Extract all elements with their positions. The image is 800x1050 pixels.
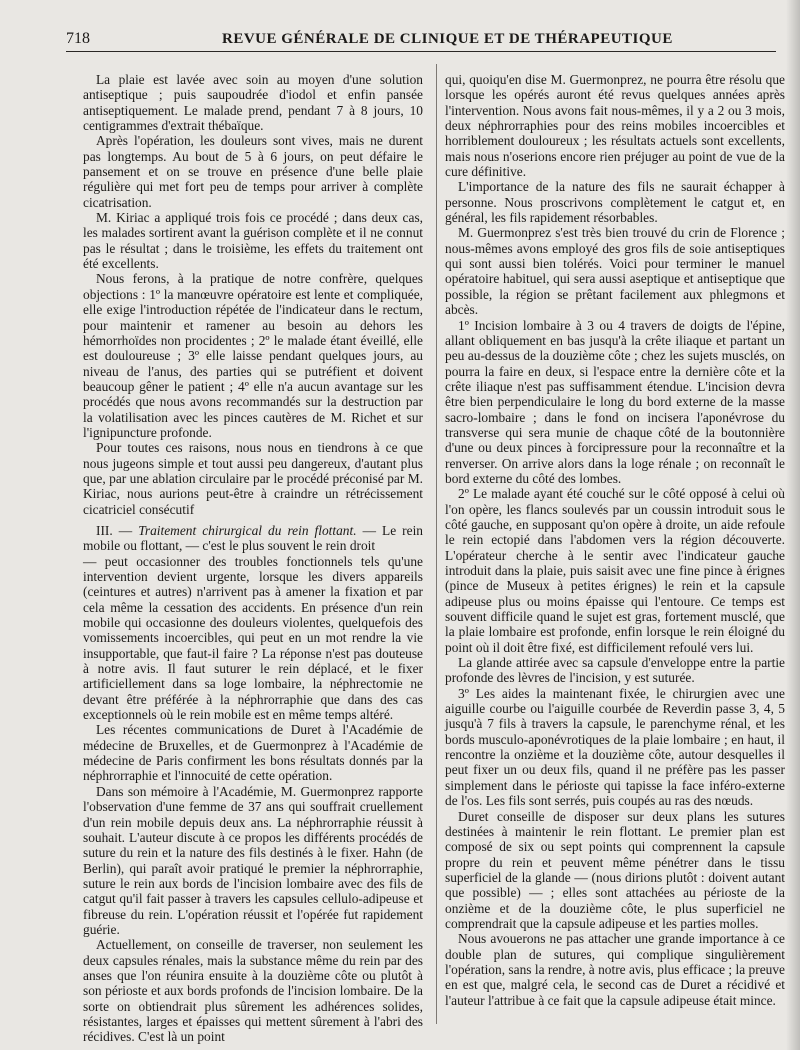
paragraph: M. Kiriac a appliqué trois fois ce procédé ; dans deux cas, les malades sortirent avant la guérison complète et il ne connut pas le résultat ; dans le troisième, les effets du traitement ont été excellents. <box>83 210 423 272</box>
paragraph: 2º Le malade ayant été couché sur le côté opposé à celui où l'on opère, les flancs soulevés par un coussin introduit sous le côté gauche, en supposant qu'on opère à droite, un aide refoule le rein ectopié dans l'abdomen vers la région découverte. L'opérateur cherche à le sentir avec l'indicateur gauche introduit dans la plaie, puis saisit avec une fine pince à érignes (pince de Museux à petites érignes) le rein et la capsule adipeuse plus ou moins épaisse qui l'entoure. Ce temps est souvent difficile quand le sujet est gras, fortement musclé, que la plaie lombaire est profonde, enfin lorsque le rein éloigné du point où il doit être fixé, est difficilement refoulé vers lui. <box>445 486 785 655</box>
section-title: Traitement chirurgical du rein flottant. <box>138 522 357 538</box>
paragraph: Nous avouerons ne pas attacher une grande importance à ce double plan de sutures, qui complique singulièrement l'opération, sans la rendre, à notre avis, plus efficace ; la preuve en est que, malgré cela, le second cas de Duret a récidivé et l'auteur l'attribue à ce fait que la capsule adipeuse était mince. <box>445 931 785 1008</box>
paragraph: Duret conseille de disposer sur deux plans les sutures destinées à maintenir le rein flottant. Le premier plan est composé de six ou sept points qui comprennent la capsule propre du rein et peuvent même pénétrer dans le tissu superficiel de la glande — (nous dirions plutôt : doivent autant que possible) — ; elles sont attachées au périoste de la onzième et de la douzième côte, le plus superficiel ne comprendrait que la capsule adipeuse et les parties molles. <box>445 808 785 931</box>
page-edge-shadow <box>786 0 800 1050</box>
paragraph: Nous ferons, à la pratique de notre confrère, quelques objections : 1º la manœuvre opératoire est lente et compliquée, elle exige l'introduction répétée de l'indicateur dans le rectum, pour maintenir et ramener au besoin au dehors les hémorrhoïdes non procidentes ; 2º le malade étant éveillé, elle est douloureuse ; 3º elle laisse pendant quelques jours, au niveau de l'anus, des parties qui se putréfient et doivent beaucoup gêner le patient ; 4º elle n'a aucun avantage sur les procédés que nous avons recommandés sur la destruction par la volatilisation avec les pinces cautères de M. Richet et sur l'ignipuncture profonde. <box>83 271 423 440</box>
section-lead: — Le rein mobile ou flottant, — c'est le plus souvent le rein droit <box>83 522 423 554</box>
paragraph: — peut occasionner des troubles fonctionnels tels qu'une intervention devient urgente, lorsque les divers appareils (ceintures et autres) n'arrivent pas à amener la fixation et par cela même la cessation des accidents. En présence d'un rein mobile qui occasionne des douleurs violentes, quelquefois des vomissements incoercibles, qui peut en un mot rendre la vie insupportable, que faut-il faire ? La réponse n'est pas douteuse à notre avis. Il faut suturer le rein déplacé, et le fixer artificiellement dans sa loge lombaire, la néphrectomie ne devant être préférée à la néphrorraphie que dans des cas exceptionnels où le rein mobile est en même temps altéré. <box>83 553 423 723</box>
paragraph: 1º Incision lombaire à 3 ou 4 travers de doigts de l'épine, allant obliquement en bas jusqu'à la crête iliaque et partant un peu au-dessus de la douzième côte ; chez les sujets musclés, on pourra la faire en deux, si l'espace entre la dernière côte et la crête iliaque n'est pas suffisamment étendue. L'incision devra être bien perpendiculaire le long du bord externe de la masse sacro-lombaire ; dans le fond on incisera l'aponévrose du transverse qui sera munie de chaque côté de la boutonnière d'une ou deux pinces à forcipressure pour la reconnaître et la renverser. On arrive alors dans la loge rénale ; on reconnaît le bord externe du côté des lombes. <box>445 317 785 486</box>
running-title: REVUE GÉNÉRALE DE CLINIQUE ET DE THÉRAPEUTIQUE <box>222 31 673 47</box>
paragraph: Pour toutes ces raisons, nous nous en tiendrons à ce que nous jugeons simple et tout aussi peu dangereux, d'autant plus que, par une ablation circulaire par le procédé préconisé par M. Kiriac, nous aurions peut-être à craindre un rétrécissement cicatriciel consécutif <box>83 440 423 517</box>
paragraph: Après l'opération, les douleurs sont vives, mais ne durent pas longtemps. Au bout de 5 à 6 jours, on peut défaire le pansement et on se trouve en présence d'une belle plaie régulière qui met fort peu de temps pour arriver à complète cicatrisation. <box>83 133 423 210</box>
paragraph: La plaie est lavée avec soin au moyen d'une solution antiseptique ; puis saupoudrée d'iodol et enfin pansée antiseptiquement. Le malade prend, pendant 7 à 8 jours, 10 centigrammes d'extrait thébaïque. <box>83 72 423 134</box>
right-column <box>445 72 785 1032</box>
section-heading-paragraph <box>83 523 423 554</box>
page-header <box>66 22 776 48</box>
paragraph: L'importance de la nature des fils ne saurait échapper à personne. Nous proscrivons complètement le catgut et, en général, les fils rapidement résorbables. <box>445 179 785 226</box>
paragraph: 3º Les aides la maintenant fixée, le chirurgien avec une aiguille courbe ou l'aiguille courbée de Reverdin passe 3, 4, 5 jusqu'à 7 fils à travers la capsule, le parenchyme rénal, et les bords musculo-aponévrotiques de la plaie lombaire ; en haut, il rencontre la onzième et la douzième côte, autour desquelles il peut fixer un ou deux fils, quand il ne préfère pas les passer simplement dans le périoste qui tapisse la face inféro-externe de l'os. Les fils sont serrés, puis coupés au ras des nœuds. <box>445 685 785 809</box>
left-column <box>83 72 423 1045</box>
paragraph: Actuellement, on conseille de traverser, non seulement les deux capsules rénales, mais la substance même du rein par des anses que l'on réunira ensuite à la douzième côte ou plutôt à son périoste et aux bords profonds de l'incision lombaire. De la sorte on obtiendrait plus sûrement les adhérences solides, résistantes, larges et épaisses qui mettent sûrement à l'abri des récidives. C'est là un point <box>83 937 423 1045</box>
paragraph: La glande attirée avec sa capsule d'enveloppe entre la partie profonde des lèvres de l'incision, y est suturée. <box>445 655 785 686</box>
column-divider <box>436 64 437 1024</box>
paragraph: M. Guermonprez s'est très bien trouvé du crin de Florence ; nous-mêmes avons employé des gros fils de soie antiseptiques qui sont aussi bien tolérés. Voici pour terminer le manuel opératoire habituel, qui sera aussi aseptique et antiseptique que possible, la région se prêtant facilement aux phlegmons et abcès. <box>445 225 785 318</box>
page-number: 718 <box>66 30 90 47</box>
paragraph: Dans son mémoire à l'Académie, M. Guermonprez rapporte l'observation d'une femme de 37 ans qui souffrait cruellement d'un rein mobile depuis deux ans. La néphrorraphie réussit à souhait. L'auteur discute à ce propos les différents procédés de suture du rein et la nature des fils destinés à le fixer. Hahn (de Berlin), qui paraît avoir pratiqué le premier la néphrorraphie, suture le rein aux bords de l'incision lombaire avec des fils de catgut qu'il fait passer à travers les capsules cellulo-adipeuse et fibreuse du rein. L'opération réussit et l'opérée fut rapidement guérie. <box>83 783 423 937</box>
section-number: III. — <box>96 522 133 538</box>
paragraph: Les récentes communications de Duret à l'Académie de médecine de Bruxelles, et de Guermonprez à l'Académie de médecine de Paris confirment les bons résultats donnés par la néphrorraphie et l'innocuité de cette opération. <box>83 722 423 784</box>
header-rule <box>66 51 776 52</box>
paragraph: qui, quoiqu'en dise M. Guermonprez, ne pourra être résolu que lorsque les opérés auront été revus quelques années après l'intervention. Nous avons fait nous-mêmes, il y a 2 ou 3 mois, deux néphrorraphies pour des reins mobiles incoercibles et horriblement douloureux ; les résultats actuels sont excellents, mais nous n'oserions encore rien préjuger au point de vue de la cure définitive. <box>445 72 785 180</box>
